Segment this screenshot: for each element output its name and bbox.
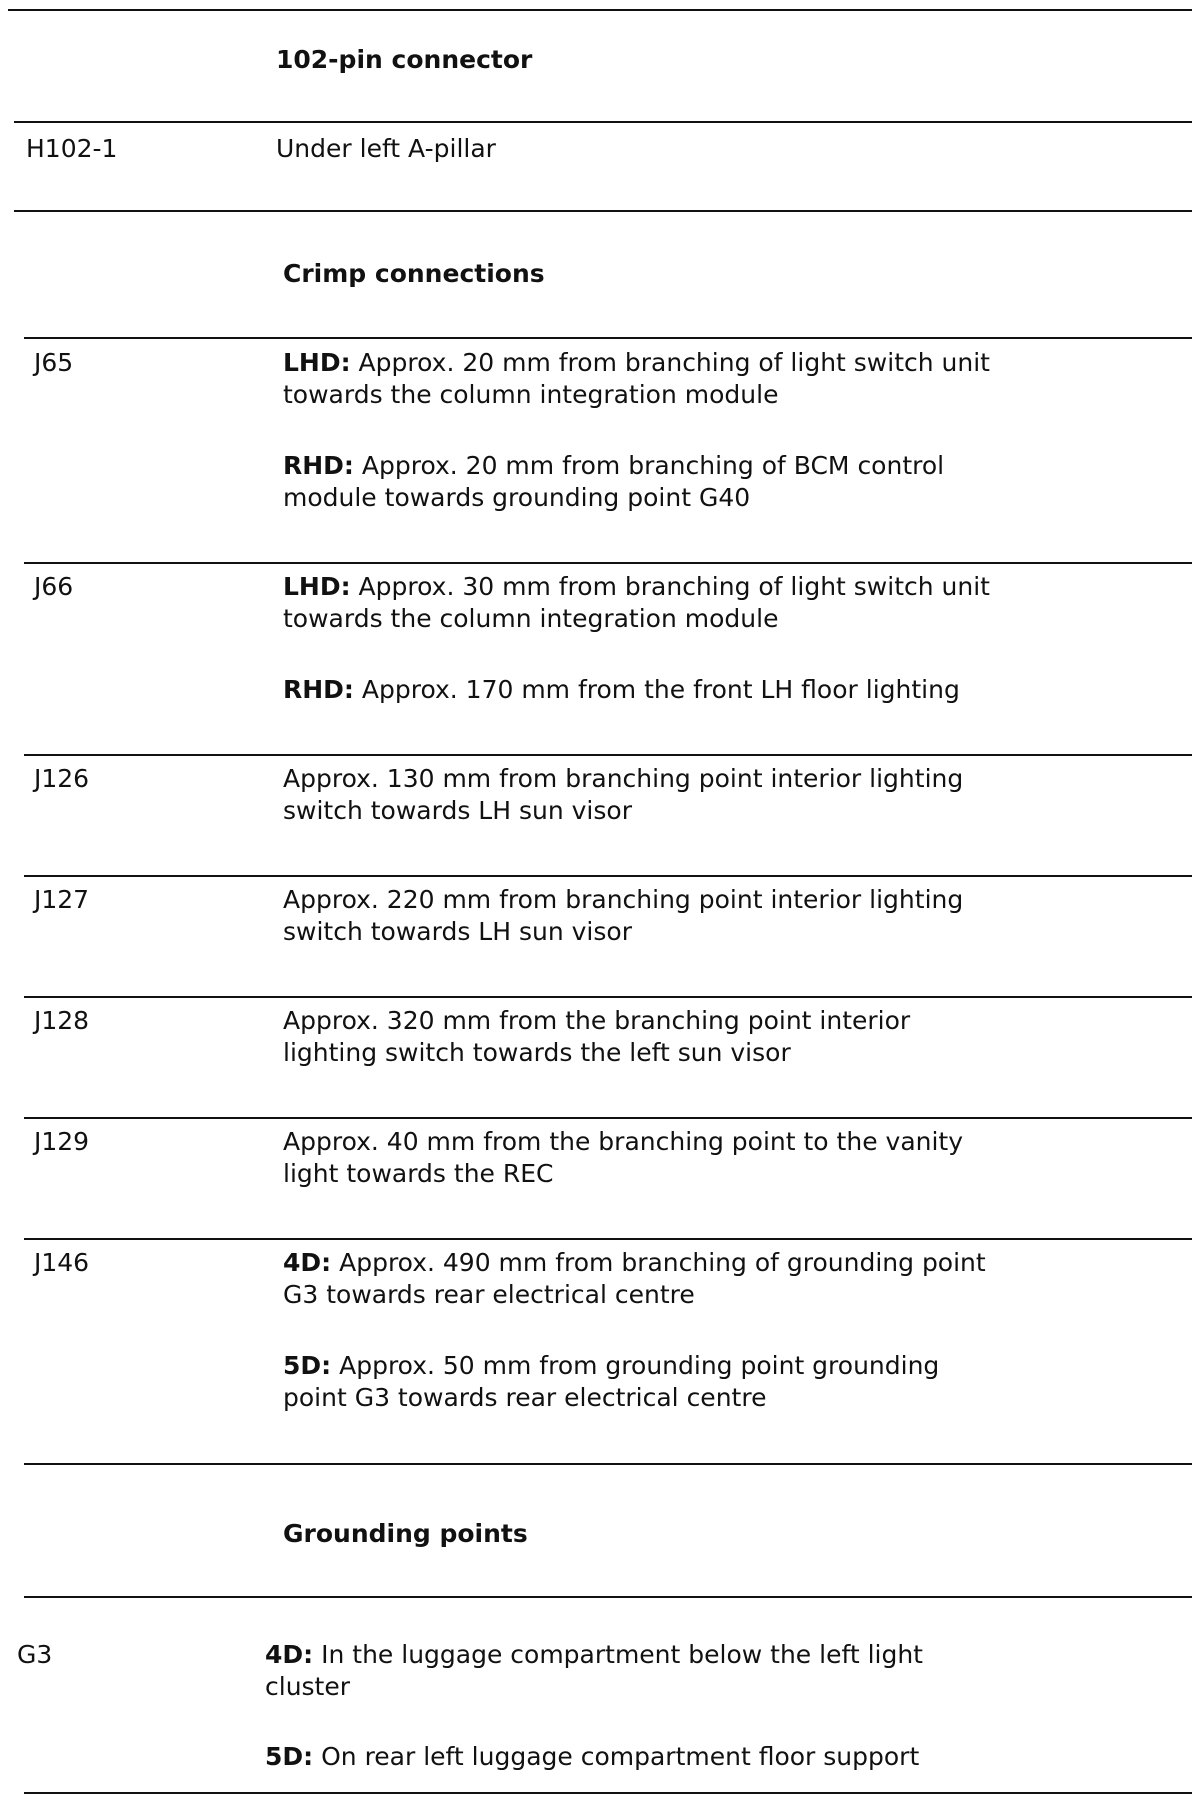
row-id-j66: J66 <box>34 572 74 601</box>
rule <box>14 210 1192 212</box>
rule <box>14 121 1192 123</box>
row-text-j66-lhd-cont: towards the column integration module <box>283 604 779 633</box>
row-text-j66-rhd: RHD: Approx. 170 mm from the front LH floor lighting <box>283 675 960 704</box>
rule <box>24 996 1192 998</box>
row-text-j146-5d-cont: point G3 towards rear electrical centre <box>283 1383 767 1412</box>
row-text-j146-4d: 4D: Approx. 490 mm from branching of grounding point <box>283 1248 986 1277</box>
rule <box>8 9 1192 11</box>
row-id-j128: J128 <box>34 1006 90 1035</box>
row-id-h102-1: H102-1 <box>26 134 118 163</box>
row-text-j128-cont: lighting switch towards the left sun visor <box>283 1038 791 1067</box>
label-rhd: RHD: <box>283 675 354 704</box>
row-text-j66-lhd: LHD: Approx. 30 mm from branching of light switch unit <box>283 572 990 601</box>
rule <box>24 337 1192 339</box>
rule <box>24 1238 1192 1240</box>
row-text-g3-4d: 4D: In the luggage compartment below the left light <box>265 1640 923 1669</box>
label-lhd: LHD: <box>283 572 351 601</box>
section-heading-crimp: Crimp connections <box>283 259 545 288</box>
row-id-j126: J126 <box>34 764 90 793</box>
rule <box>24 1596 1192 1598</box>
rule <box>24 1463 1192 1465</box>
rule <box>24 754 1192 756</box>
row-text-j127-cont: switch towards LH sun visor <box>283 917 632 946</box>
label-5d: 5D: <box>265 1742 314 1771</box>
row-text-j129: Approx. 40 mm from the branching point to the vanity <box>283 1127 964 1156</box>
row-text-j65-lhd-cont: towards the column integration module <box>283 380 779 409</box>
label-rhd: RHD: <box>283 451 354 480</box>
row-id-g3: G3 <box>17 1640 53 1669</box>
rule <box>24 562 1192 564</box>
rule <box>24 1792 1192 1794</box>
row-text-j126-cont: switch towards LH sun visor <box>283 796 632 825</box>
row-text-j65-rhd-cont: module towards grounding point G40 <box>283 483 751 512</box>
label-4d: 4D: <box>283 1248 332 1277</box>
row-text-j146-4d-cont: G3 towards rear electrical centre <box>283 1280 695 1309</box>
row-text-j129-cont: light towards the REC <box>283 1159 554 1188</box>
row-text-j126: Approx. 130 mm from branching point interior lighting <box>283 764 964 793</box>
row-text-h102-1: Under left A-pillar <box>276 134 496 163</box>
row-text-g3-5d: 5D: On rear left luggage compartment floor support <box>265 1742 920 1771</box>
row-text-j65-lhd: LHD: Approx. 20 mm from branching of light switch unit <box>283 348 990 377</box>
label-lhd: LHD: <box>283 348 351 377</box>
rule <box>24 1117 1192 1119</box>
row-text-g3-4d-cont: cluster <box>265 1672 351 1701</box>
row-text-j65-rhd: RHD: Approx. 20 mm from branching of BCM control <box>283 451 945 480</box>
row-id-j129: J129 <box>34 1127 90 1156</box>
row-text-j128: Approx. 320 mm from the branching point interior <box>283 1006 911 1035</box>
row-text-j127: Approx. 220 mm from branching point interior lighting <box>283 885 964 914</box>
row-id-j146: J146 <box>34 1248 90 1277</box>
row-id-j127: J127 <box>34 885 90 914</box>
label-4d: 4D: <box>265 1640 314 1669</box>
label-5d: 5D: <box>283 1351 332 1380</box>
section-heading-grounding: Grounding points <box>283 1519 528 1548</box>
rule <box>24 875 1192 877</box>
row-text-j146-5d: 5D: Approx. 50 mm from grounding point grounding <box>283 1351 940 1380</box>
section-heading-connector: 102-pin connector <box>276 45 533 74</box>
row-id-j65: J65 <box>34 348 74 377</box>
